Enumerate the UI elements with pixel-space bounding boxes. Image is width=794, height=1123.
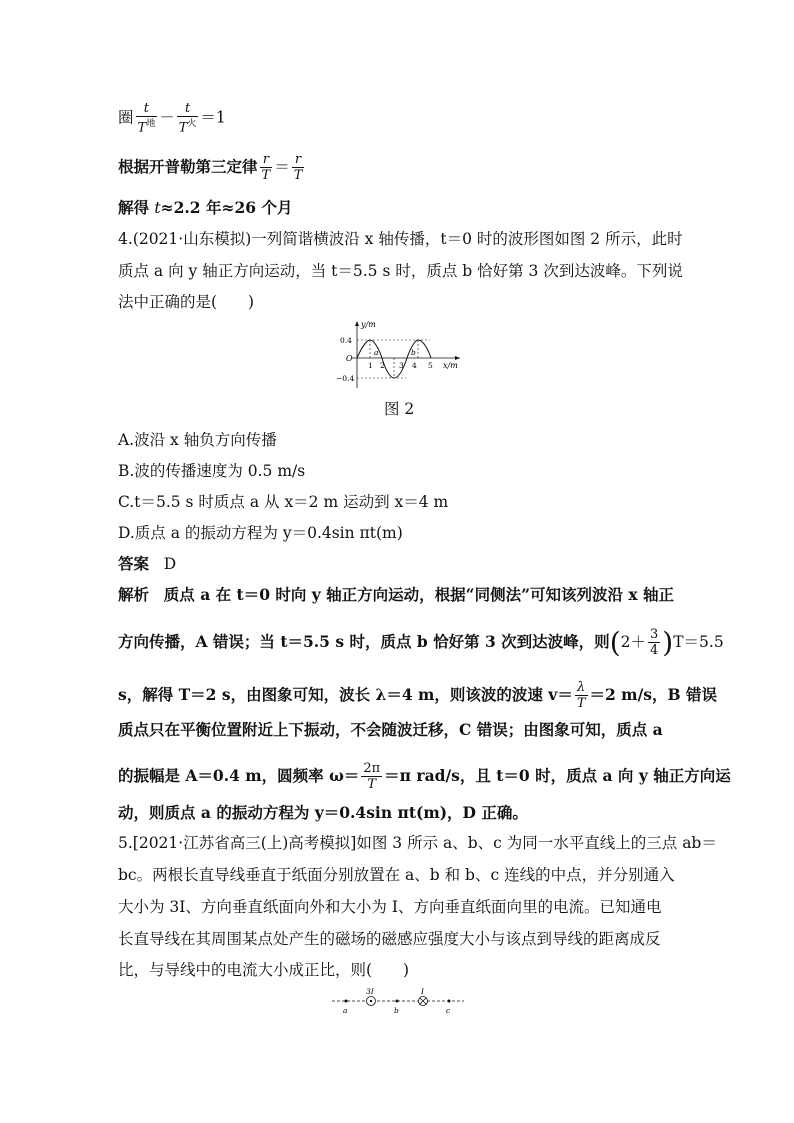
analysis-text: T＝5.5 <box>673 633 724 651</box>
q5-line-2: bc。两根长直导线垂直于纸面分别放置在 a、b 和 b、c 连线的中点，并分别通入 <box>118 866 675 884</box>
point-b-label: b <box>411 348 416 357</box>
paren-close: ) <box>662 626 674 659</box>
answer-line <box>118 554 176 574</box>
fraction <box>361 762 382 792</box>
den-sub: 地 <box>146 119 156 129</box>
wire-figure <box>328 984 468 1016</box>
q5-line-3: 大小为 3I、方向垂直纸面向外和大小为 I、方向垂直纸面向里的电流。已知通电 <box>118 898 662 916</box>
point-c-dot <box>448 1000 451 1003</box>
fraction-denominator: T <box>261 168 271 183</box>
eq1-rhs: ＝1 <box>200 108 226 127</box>
den-base: T <box>178 120 188 136</box>
fraction <box>260 153 273 183</box>
fraction-numerator: r <box>260 153 273 168</box>
x-tick-2: 2 <box>380 361 385 370</box>
result-prefix: 解得 <box>118 198 155 217</box>
analysis-text: ＝2 m/s，B 错误 <box>589 685 717 704</box>
fraction-denominator: 4 <box>650 643 659 658</box>
eq1-prefix: 圈 <box>118 108 134 127</box>
point-a-label: a <box>343 1006 348 1015</box>
option-b: B.波的传播速度为 0.5 m/s <box>118 462 306 480</box>
analysis-text: ＝π rad/s，且 t＝0 时，质点 a 向 y 轴正方向运 <box>384 766 731 785</box>
option-c: C.t＝5.5 s 时质点 a 从 x＝2 m 运动到 x＝4 m <box>118 493 449 511</box>
point-c-label: c <box>446 1006 451 1015</box>
fraction-denominator: T <box>576 696 586 711</box>
x-axis-label: x/m <box>443 361 458 370</box>
point-a-label: a <box>374 348 379 357</box>
option-a: A.波沿 x 轴负方向传播 <box>118 431 277 449</box>
option-d: D.质点 a 的振动方程为 y＝0.4sin πt(m) <box>118 524 403 542</box>
x-tick-3: 3 <box>399 361 404 370</box>
wave-figure <box>330 316 470 394</box>
den-sub: 火 <box>187 119 197 129</box>
result-rest: ≈2.2 年≈26 个月 <box>160 198 293 217</box>
fraction-numerator: t <box>177 102 199 117</box>
equation-2 <box>118 153 306 183</box>
y-tick-bottom: −0.4 <box>336 374 355 383</box>
fraction-numerator: 3 <box>650 627 659 642</box>
analysis-text: 质点 a 在 t＝0 时向 y 轴正方向运动，根据“同侧法”可知该列波沿 x 轴正 <box>163 585 675 604</box>
fraction <box>575 681 588 711</box>
fraction <box>136 102 158 135</box>
q5-line-5: 比，与导线中的电流大小成正比，则( ) <box>118 961 410 979</box>
fraction <box>177 102 199 135</box>
fraction <box>292 153 305 183</box>
eq2-equals: ＝ <box>274 158 290 176</box>
current-2-label: I <box>421 987 424 996</box>
point-b-label: b <box>394 1006 399 1015</box>
analysis-line-1 <box>118 585 674 605</box>
result-line <box>118 198 292 218</box>
fraction-numerator: t <box>136 102 158 117</box>
eq2-prefix: 根据开普勒第三定律 <box>118 157 258 176</box>
analysis-text: 的振幅是 A＝0.4 m，圆频率 ω＝ <box>118 766 360 785</box>
y-tick-top: 0.4 <box>340 336 352 345</box>
q4-line-3: 法中正确的是( ) <box>118 293 255 311</box>
point-a-dot <box>345 1000 348 1003</box>
fraction-denominator <box>136 117 158 135</box>
q5-line-1: 5.[2021·江苏省高三(上)高考模拟]如图 3 所示 a、b、c 为同一水平直线上的三点 ab＝ <box>118 834 717 852</box>
eq1-minus: － <box>159 108 175 127</box>
x-tick-1: 1 <box>368 361 373 370</box>
out-of-page-dot <box>370 1000 372 1002</box>
y-axis-arrow <box>355 321 359 326</box>
fraction <box>648 628 660 658</box>
fraction-denominator: T <box>367 777 377 792</box>
origin-label: O <box>346 354 353 363</box>
fraction-numerator: λ <box>575 681 588 696</box>
x-tick-5: 5 <box>428 361 433 370</box>
x-tick-4: 4 <box>412 361 417 370</box>
den-base: T <box>137 120 147 136</box>
point-b-dot <box>396 1000 399 1003</box>
q5-line-4: 长直导线在其周围某点处产生的磁场的磁感应强度大小与该点到导线的距离成反 <box>118 930 661 948</box>
fraction-denominator: T <box>293 168 303 183</box>
analysis-line-3 <box>118 681 717 711</box>
analysis-line-2 <box>118 628 724 658</box>
q4-line-1: 4.(2021·山东模拟)一列简谐横波沿 x 轴传播，t＝0 时的波形图如图 2 所示，此时 <box>118 230 683 248</box>
analysis-label: 解析 <box>118 585 150 604</box>
q4-line-2: 质点 a 向 y 轴正方向运动，当 t＝5.5 s 时，质点 b 恰好第 3 次到达波峰。下列说 <box>118 262 683 280</box>
answer-label: 答案 <box>118 554 150 573</box>
x-axis-arrow <box>455 356 460 360</box>
fraction-numerator: r <box>292 153 305 168</box>
analysis-text: 2＋ <box>620 633 646 651</box>
result-var: t <box>154 199 161 217</box>
analysis-line-5 <box>118 762 731 792</box>
y-axis-label: y/m <box>361 320 376 329</box>
answer-value: D <box>163 555 177 573</box>
fraction-numerator: 2π <box>363 761 381 776</box>
analysis-line-4: 质点只在平衡位置附近上下振动，不会随波迁移，C 错误；由图象可知，质点 a <box>118 720 663 739</box>
current-1-label: 3I <box>366 987 374 996</box>
figure-2-caption: 图 2 <box>384 400 415 418</box>
equation-1 <box>118 102 226 135</box>
analysis-text: s，解得 T＝2 s，由图象可知，波长 λ＝4 m，则该波的波速 v＝ <box>118 685 573 704</box>
analysis-line-6: 动，则质点 a 的振动方程为 y＝0.4sin πt(m)，D 正确。 <box>118 803 528 822</box>
analysis-text: 方向传播，A 错误；当 t＝5.5 s 时，质点 b 恰好第 3 次到达波峰，则 <box>118 632 610 651</box>
fraction-denominator <box>177 117 199 135</box>
paren-open: ( <box>609 626 621 659</box>
